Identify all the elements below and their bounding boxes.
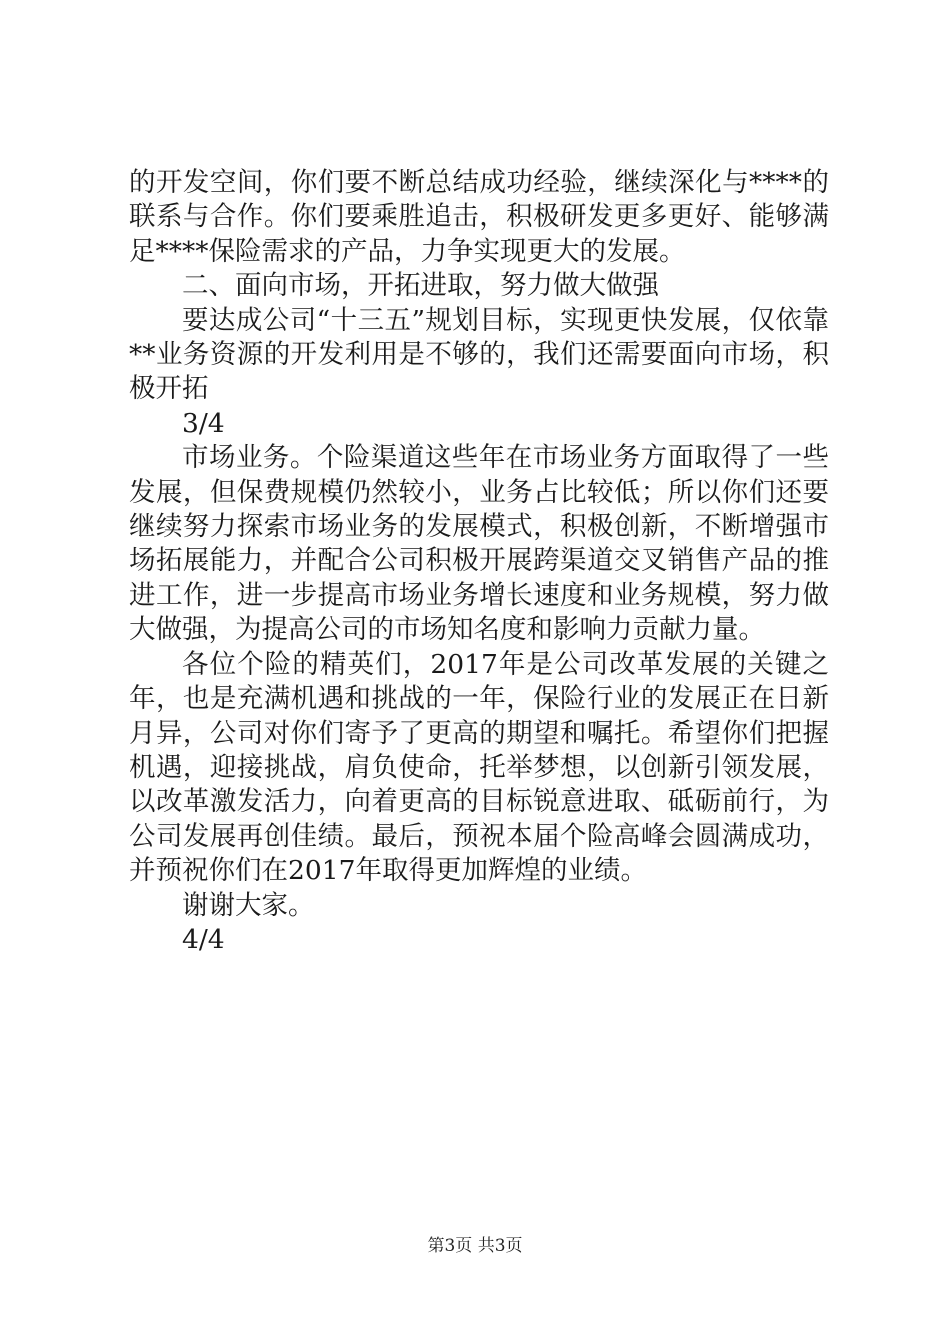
- inline-page-marker: 4/4: [182, 923, 225, 955]
- paragraph: 市场业务。个险渠道这些年在市场业务方面取得了一些发展，但保费规模仍然较小，业务占比较低；所以你们还要继续努力探索市场业务的发展模式，积极创新，不断增强市场拓展能力，并配合公司积极开展跨渠道交叉销售产品的推进工作，进一步提高市场业务增长速度和业务规模，努力做大做强，为提高公司的市场知名度和影响力贡献力量。: [129, 442, 829, 646]
- section-heading: 二、面向市场，开拓进取，努力做大做强: [182, 270, 659, 302]
- document-body: [129, 166, 829, 957]
- paragraph: 要达成公司“十三五”规划目标，实现更快发展，仅依靠**业务资源的开发利用是不够的，我们还需要面向市场，积极开拓: [129, 304, 829, 405]
- page-footer: 第3页 共3页: [427, 1236, 523, 1256]
- inline-page-marker: 3/4: [182, 407, 225, 439]
- paragraph: 各位个险的精英们，2017年是公司改革发展的关键之年，也是充满机遇和挑战的一年，保险行业的发展正在日新月异，公司对你们寄予了更高的期望和嘱托。希望你们把握机遇，迎接挑战，肩负使命，托举梦想，以创新引领发展，以改革激发活力，向着更高的目标锐意进取、砥砺前行，为公司发展再创佳绩。最后，预祝本届个险高峰会圆满成功，并预祝你们在2017年取得更加辉煌的业绩。: [129, 648, 829, 887]
- closing-line: 谢谢大家。: [182, 889, 315, 921]
- paragraph-continuation: 的开发空间，你们要不断总结成功经验，继续深化与****的联系与合作。你们要乘胜追击，积极研发更多更好、能够满足****保险需求的产品，力争实现更大的发展。: [129, 167, 829, 267]
